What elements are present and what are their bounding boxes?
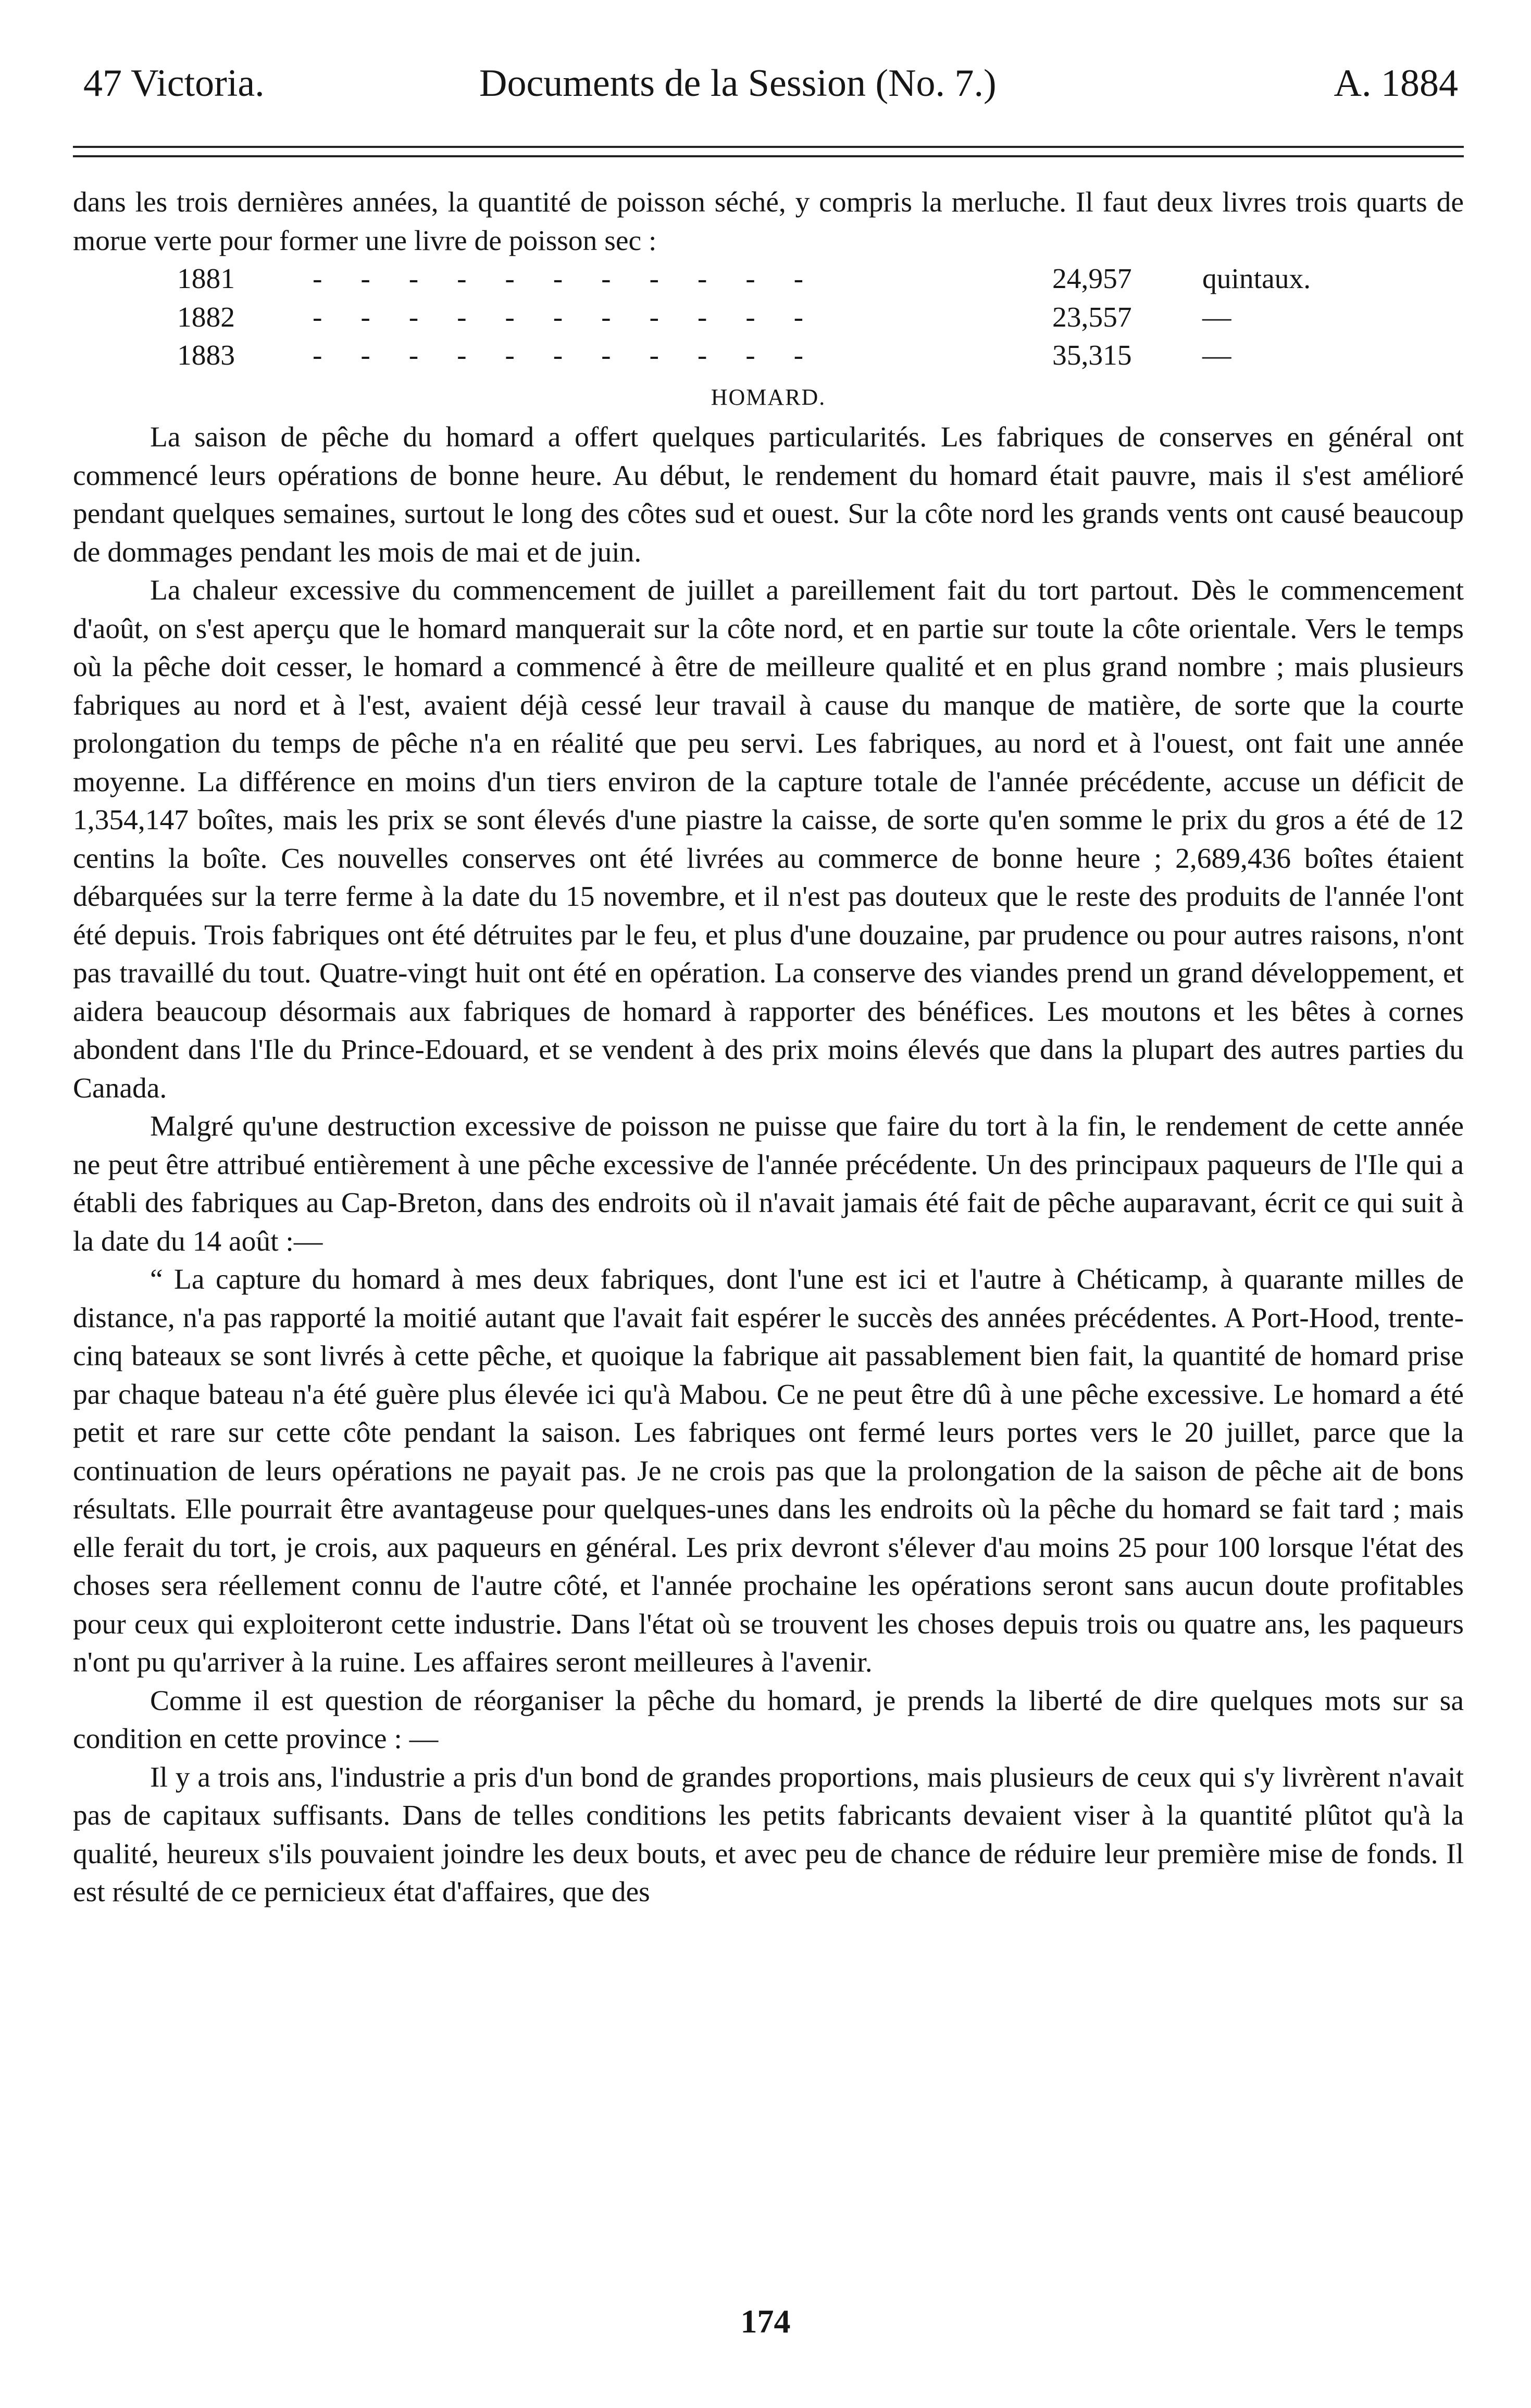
leader-dots: - - - - - - - - - - - [313,301,819,333]
page-number: 174 [740,2303,791,2340]
header-session: 47 Victoria. [83,62,265,105]
paragraph: Comme il est question de réorganiser la pêche du homard, je prends la liberté de dire quelques mots sur sa condition en cette province : — [73,1685,1464,1755]
leader-dots: - - - - - - - - - - - [313,263,819,295]
value-cell: 35,315 [1052,340,1132,371]
header-title: Documents de la Session (No. 7.) [479,62,997,105]
section-heading: HOMARD. [711,384,826,410]
year-cell: 1881 [177,263,235,295]
paragraph: Malgré qu'une destruction excessive de poisson ne puisse que faire du tort à la fin, le rendement de cette année ne peut être attribué entièrement à une pêche excessive de l'année précédente. Un des principaux paqueurs de l'Ile qui a établi des fabriques au Cap-Breton, dans des endroits où il n'avait jamais été fait de pêche auparavant, écrit ce qui suit à la date du 14 août :— [73,1111,1464,1257]
header-year: A. 1884 [1334,62,1458,105]
table-row [177,336,1311,375]
year-cell: 1882 [177,301,235,333]
unit-cell: — [1202,301,1231,333]
running-header [83,61,1458,114]
unit-cell: quintaux. [1202,263,1311,295]
paragraph: La chaleur excessive du commencement de juillet a pareillement fait du tort partout. Dès le commencement d'août, on s'est aperçu que le homard manquerait sur la côte nord, et en partie sur toute la côte orientale. Vers le temps où la pêche doit cesser, le homard a commencé à être de meilleure qualité et en plus grand nombre ; mais plusieurs fabriques au nord et à l'est, avaient déjà cessé leur travail à cause du manque de matière, de sorte que la courte prolongation du temps de pêche n'a en réalité que peu servi. Les fabriques, au nord et à l'ouest, ont fait une année moyenne. La différence en moins d'un tiers environ de la capture totale de l'année précédente, accuse un déficit de 1,354,147 boîtes, mais les prix se sont élevés d'une piastre la caisse, de sorte qu'en somme le prix du gros a été de 12 centins la boîte. Ces nouvelles conserves ont été livrées au commerce de bonne heure ; 2,689,436 boîtes étaient débarquées sur la terre ferme à la date du 15 novembre, et il n'est pas douteux que le reste des produits de l'année l'ont été depuis. Trois fabriques ont été détruites par le feu, et plus d'une douzaine, par prudence ou pour autres raisons, n'ont pas travaillé du tout. Quatre-vingt huit ont été en opération. La conserve des viandes prend un grand développement, et aidera beaucoup désormais aux fabriques de homard à rapporter des bénéfices. Les moutons et les bêtes à cornes abondent dans l'Ile du Prince-Edouard, et se vendent à des prix moins élevés que dans la plupart des autres parties du Canada. [73,575,1464,1104]
dried-fish-table [177,260,1311,375]
value-cell: 23,557 [1052,301,1132,333]
paragraph: Il y a trois ans, l'industrie a pris d'un bond de grandes proportions, mais plusieurs de ceux qui s'y livrèrent n'avait pas de capitaux suffisants. Dans de telles conditions les petits fabricants devaient viser à la quantité plûtot qu'à la qualité, heureux s'ils pouvaient joindre les deux bouts, et avec peu de chance de réduire leur première mise de fonds. Il est résulté de ce pernicieux état d'affaires, que des [73,1761,1464,1908]
header-rule-bottom [73,155,1464,157]
quoted-paragraph: “ La capture du homard à mes deux fabriques, dont l'une est ici et l'autre à Chéticamp, à quarante milles de distance, n'a pas rapporté la moitié autant que l'avait fait espérer le succès des années précédentes. A Port-Hood, trente-cinq bateaux se sont livrés à cette pêche, et quoique la fabrique ait passablement bien fait, la quantité de homard prise par chaque bateau n'a été guère plus élevée ici qu'à Mabou. Ce ne peut être dû à une pêche excessive. Le homard a été petit et rare sur cette côte pendant la saison. Les fabriques ont fermé leurs portes vers le 20 juillet, parce que la continuation de leurs opérations ne payait pas. Je ne crois pas que la prolongation de la saison de pêche ait de bons résultats. Elle pourrait être avantageuse pour quelques-unes dans les endroits où la pêche du homard se fait tard ; mais elle ferait du tort, je crois, aux paqueurs en général. Les prix devront s'élever d'au moins 25 pour 100 lorsque l'état des choses sera réellement connu de l'autre côté, et l'année prochaine les opérations seront sans aucun doute profitables pour ceux qui exploiteront cette industrie. Dans l'état où se trouvent les choses depuis trois ou quatre ans, les paqueurs n'ont pu qu'arriver à la ruine. Les affaires seront meilleures à l'avenir. [73,1264,1464,1678]
leader-dots: - - - - - - - - - - - [313,340,819,371]
year-cell: 1883 [177,340,235,371]
header-rule-top [73,146,1464,148]
intro-paragraph: dans les trois dernières années, la quantité de poisson séché, y compris la merluche. Il faut deux livres trois quarts de morue verte pour former une livre de poisson sec : [73,186,1464,257]
unit-cell: — [1202,340,1231,371]
paragraph: La saison de pêche du homard a offert quelques particularités. Les fabriques de conserves en général ont commencé leurs opérations de bonne heure. Au début, le rendement du homard était pauvre, mais il s'est amélioré pendant quelques semaines, surtout le long des côtes sud et ouest. Sur la côte nord les grands vents ont causé beaucoup de dommages pendant les mois de mai et de juin. [73,421,1464,568]
page-body [73,183,1464,1912]
table-row [177,298,1311,337]
value-cell: 24,957 [1052,263,1132,295]
table-row [177,260,1311,298]
